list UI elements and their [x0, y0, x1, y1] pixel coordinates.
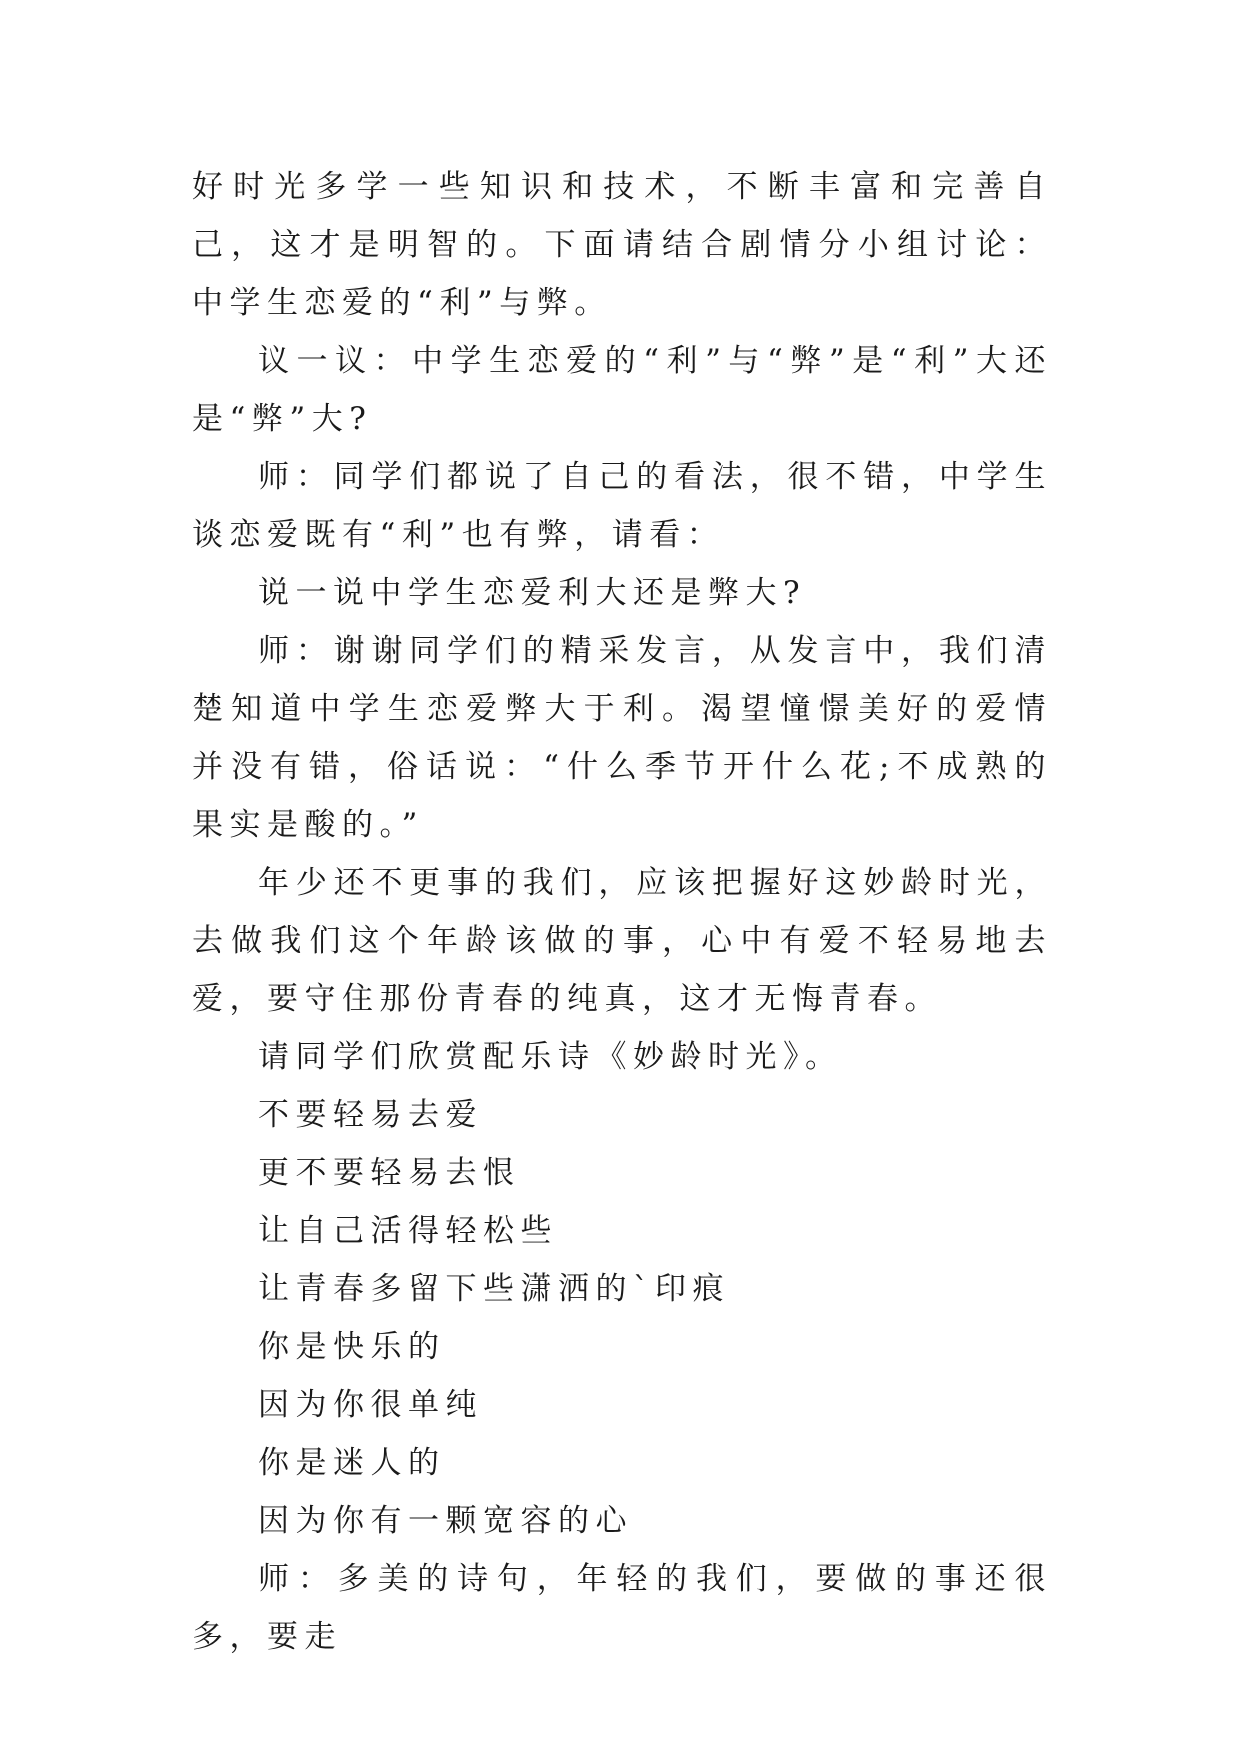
document-body	[192, 158, 1052, 1666]
poem-line: 不要轻易去爱	[258, 1097, 483, 1133]
paragraph-teacher-closing: 师：多美的诗句，年轻的我们，要做的事还很多，要走	[192, 1561, 1052, 1655]
poem-line: 你是迷人的	[258, 1445, 446, 1481]
poem-line: 让青春多留下些潇洒的`印痕	[258, 1271, 730, 1307]
paragraph-discussion-prompt: 议一议：中学生恋爱的“利”与“弊”是“利”大还是“弊”大?	[192, 343, 1052, 437]
poem-line: 因为你有一颗宽容的心	[258, 1503, 633, 1539]
poem-line: 因为你很单纯	[258, 1387, 483, 1423]
paragraph-continued: 好时光多学一些知识和技术，不断丰富和完善自己，这才是明智的。下面请结合剧情分小组讨论：中学生恋爱的“利”与弊。	[192, 169, 1052, 321]
paragraph-question: 说一说中学生恋爱利大还是弊大?	[258, 575, 807, 611]
paragraph-teacher-remark: 师：同学们都说了自己的看法，很不错，中学生谈恋爱既有“利”也有弊，请看：	[192, 459, 1052, 553]
paragraph-poem-intro: 请同学们欣赏配乐诗《妙龄时光》。	[258, 1039, 843, 1075]
poem-line: 让自己活得轻松些	[258, 1213, 558, 1249]
paragraph-teacher-summary: 师：谢谢同学们的精采发言，从发言中，我们清楚知道中学生恋爱弊大于利。渴望憧憬美好的爱情并没有错，俗话说：“什么季节开什么花;不成熟的果实是酸的。”	[192, 633, 1052, 843]
poem-line: 更不要轻易去恨	[258, 1155, 521, 1191]
paragraph-advice: 年少还不更事的我们，应该把握好这妙龄时光，去做我们这个年龄该做的事，心中有爱不轻易地去爱，要守住那份青春的纯真，这才无悔青春。	[192, 865, 1052, 1017]
poem-line: 你是快乐的	[258, 1329, 446, 1365]
